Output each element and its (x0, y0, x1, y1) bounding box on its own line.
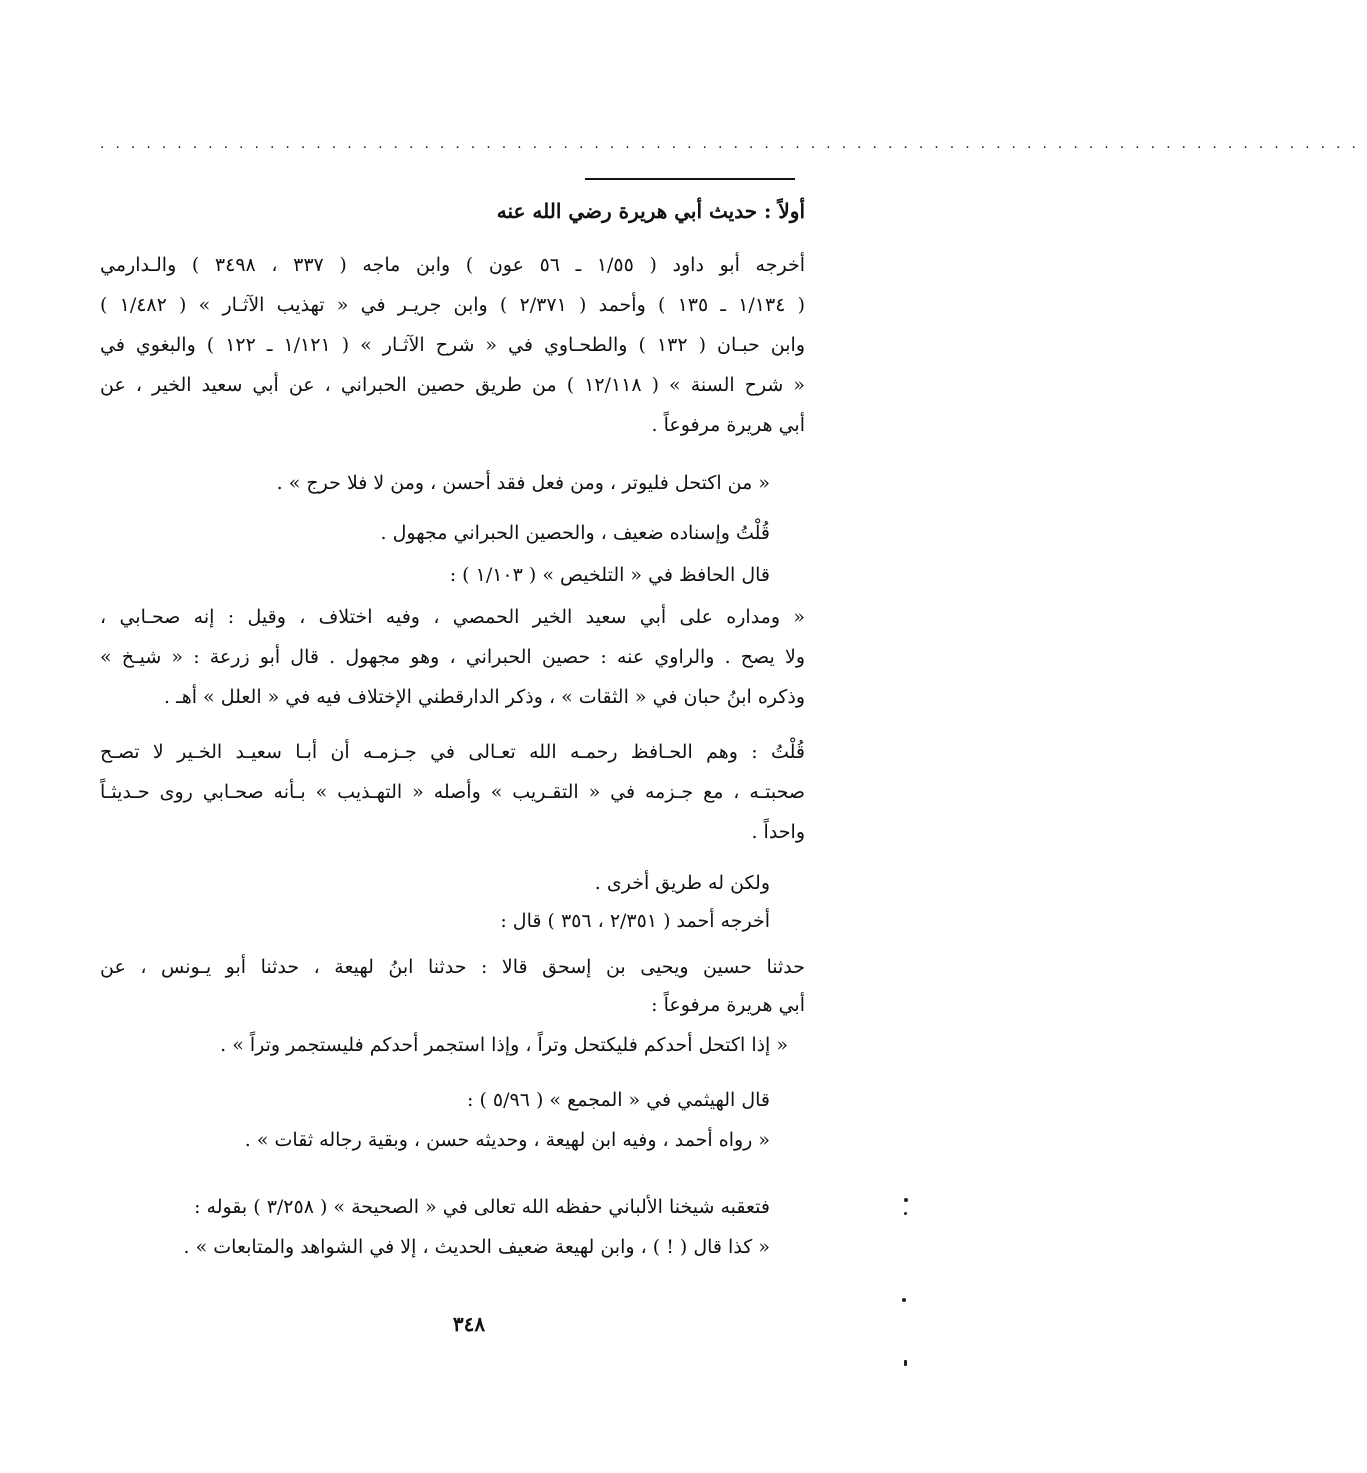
scan-mark (902, 1298, 906, 1302)
text-line: ولا يصح . والراوي عنه : حصين الحبراني ، وهو مجهول . قال أبو زرعة : « شيـخ » (100, 646, 805, 668)
text-line: أخرجه أبو داود ( ١/٥٥ ـ ٥٦ عون ) وابن ماجه ( ٣٣٧ ، ٣٤٩٨ ) والـدارمي (100, 254, 805, 276)
text-line: ( ١/١٣٤ ـ ١٣٥ ) وأحمد ( ٢/٣٧١ ) وابن جريـر في « تهذيب الآثـار » ( ١/٤٨٢ ) (100, 294, 806, 316)
scan-mark (904, 1360, 907, 1366)
text-line: قُلْتُ وإسناده ضعيف ، والحصين الحبراني مجهول . (380, 522, 770, 544)
text-line: ولكن له طريق أخرى . (594, 872, 770, 894)
heading-rule (585, 178, 795, 180)
text-line: حدثنا حسين ويحيى بن إسحق قالا : حدثنا ابنُ لهيعة ، حدثنا أبو يـونس ، عن (100, 956, 805, 978)
text-line: « شرح السنة » ( ١٢/١١٨ ) من طريق حصين الحبراني ، عن أبي سعيد الخير ، عن (100, 374, 805, 396)
hadith-quote: « من اكتحل فليوتر ، ومن فعل فقد أحسن ، ومن لا فلا حرج » . (276, 472, 770, 494)
text-line: أبي هريرة مرفوعاً : (651, 994, 805, 1016)
text-line: قُلْتُ : وهم الحـافظ رحمـه الله تعـالى في جـزمـه أن أبـا سعيـد الخـير لا تصـح (100, 741, 805, 763)
text-line: وذكره ابنُ حبان في « الثقات » ، وذكر الدارقطني الإختلاف فيه في « العلل » أهـ . (164, 686, 805, 708)
text-line: قال الحافظ في « التلخيص » ( ١/١٠٣ ) : (449, 564, 770, 586)
text-line: واحداً . (751, 821, 805, 843)
scan-mark (904, 1198, 908, 1202)
text-line: أبي هريرة مرفوعاً . (651, 414, 805, 436)
text-line: قال الهيثمي في « المجمع » ( ٥/٩٦ ) : (467, 1089, 770, 1111)
quote-line: « رواه أحمد ، وفيه ابن لهيعة ، وحديثه حسن ، وبقية رجاله ثقات » . (244, 1129, 770, 1151)
text-line: « ومداره على أبي سعيد الخير الحمصي ، وفيه اختلاف ، وقيل : إنه صحـابي ، (100, 606, 805, 628)
section-heading: أولاً : حديث أبي هريرة رضي الله عنه (496, 199, 805, 223)
quote-line: « كذا قال ( ! ) ، وابن لهيعة ضعيف الحديث ، إلا في الشواهد والمتابعات » . (183, 1236, 770, 1258)
page-number: ٣٤٨ (452, 1312, 486, 1336)
dotted-separator: .................................................................................. (100, 136, 1367, 152)
text-line: فتعقبه شيخنا الألباني حفظه الله تعالى في « الصحيحة » ( ٣/٢٥٨ ) بقوله : (194, 1196, 770, 1218)
text-line: وابن حبـان ( ١٣٢ ) والطحـاوي في « شرح الآثـار » ( ١/١٢١ ـ ١٢٢ ) والبغوي في (100, 334, 805, 356)
text-line: صحبتـه ، مع جـزمه في « التقـريب » وأصله « التهـذيب » بـأنه صحـابي روى حـديثـاً (100, 781, 805, 803)
hadith-quote: « إذا اكتحل أحدكم فليكتحل وتراً ، وإذا استجمر أحدكم فليستجمر وتراً » . (220, 1034, 788, 1056)
scan-mark (904, 1212, 907, 1215)
text-line: أخرجه أحمد ( ٢/٣٥١ ، ٣٥٦ ) قال : (500, 910, 770, 932)
